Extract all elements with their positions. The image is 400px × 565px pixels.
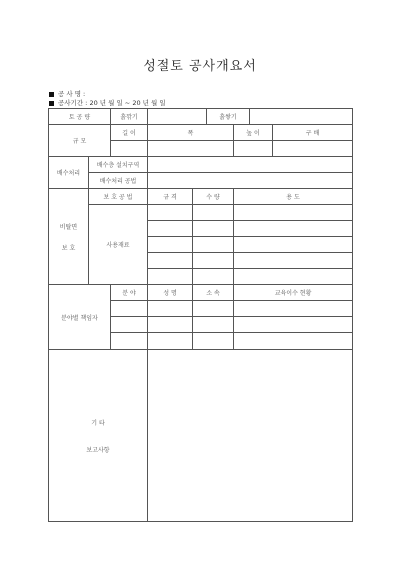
spec-cell[interactable] xyxy=(148,221,193,237)
width-label: 폭 xyxy=(148,125,234,141)
project-period-line xyxy=(49,98,166,107)
field-manager-label: 분야별 책임자 xyxy=(49,285,111,350)
fill-value-cell[interactable] xyxy=(250,109,353,125)
training-status-cell[interactable] xyxy=(234,333,353,350)
spec-label: 규 격 xyxy=(148,189,193,205)
affiliation-cell[interactable] xyxy=(193,301,234,317)
slope-value-cell[interactable] xyxy=(273,141,353,157)
drainage-zone-value-cell[interactable] xyxy=(148,157,353,173)
other-report-content[interactable] xyxy=(148,350,353,522)
quantity-cell[interactable] xyxy=(193,269,234,285)
bullet-square-icon xyxy=(49,92,54,97)
drainage-label: 배수처리 xyxy=(49,157,89,189)
drainage-method-value-cell[interactable] xyxy=(148,173,353,189)
use-cell[interactable] xyxy=(234,253,353,269)
slope-label: 구 배 xyxy=(273,125,353,141)
use-cell[interactable] xyxy=(234,237,353,253)
cut-label: 흙깎기 xyxy=(111,109,148,125)
other-label-line2: 보고사항 xyxy=(86,446,110,454)
spec-cell[interactable] xyxy=(148,205,193,221)
height-label: 높 이 xyxy=(234,125,273,141)
quantity-cell[interactable] xyxy=(193,221,234,237)
spec-cell[interactable] xyxy=(148,253,193,269)
name-cell[interactable] xyxy=(148,333,193,350)
drainage-zone-label: 배수층 설치구역 xyxy=(89,157,148,173)
project-period-label: 공사기간 : 20 년 월 일 ~ 20 년 월 일 xyxy=(58,99,166,107)
project-name-line xyxy=(49,89,85,98)
slope-protection-label xyxy=(49,189,89,285)
affiliation-label: 소 속 xyxy=(193,285,234,301)
slope-protection-label-line1: 비탈면 xyxy=(59,223,78,231)
use-cell[interactable] xyxy=(234,221,353,237)
other-label-line1: 기 타 xyxy=(91,419,105,427)
overview-form-table xyxy=(48,108,353,522)
width-value-cell[interactable] xyxy=(148,141,234,157)
field-cell[interactable] xyxy=(111,333,148,350)
bullet-square-icon xyxy=(49,101,54,106)
use-label: 용 도 xyxy=(234,189,353,205)
fill-label: 흙쌓기 xyxy=(207,109,250,125)
spec-cell[interactable] xyxy=(148,237,193,253)
training-status-cell[interactable] xyxy=(234,301,353,317)
slope-protection-label-line2: 보 호 xyxy=(61,244,76,252)
length-value-cell[interactable] xyxy=(111,141,148,157)
quantity-label: 수 량 xyxy=(193,189,234,205)
name-cell[interactable] xyxy=(148,317,193,333)
length-label: 길 이 xyxy=(111,125,148,141)
name-cell[interactable] xyxy=(148,301,193,317)
field-cell[interactable] xyxy=(111,317,148,333)
field-label: 분 야 xyxy=(111,285,148,301)
document-title: 성절토 공사개요서 xyxy=(143,59,257,74)
spec-cell[interactable] xyxy=(148,269,193,285)
quantity-cell[interactable] xyxy=(193,205,234,221)
name-label: 성 명 xyxy=(148,285,193,301)
project-name-label: 공 사 명 : xyxy=(58,90,86,98)
other-report-label xyxy=(49,350,148,522)
materials-used-label: 사용재료 xyxy=(89,205,148,285)
scale-label: 규 모 xyxy=(49,125,111,157)
quantity-cell[interactable] xyxy=(193,237,234,253)
training-status-cell[interactable] xyxy=(234,317,353,333)
cut-value-cell[interactable] xyxy=(148,109,207,125)
soil-volume-label: 토 공 량 xyxy=(49,109,111,125)
field-cell[interactable] xyxy=(111,301,148,317)
quantity-cell[interactable] xyxy=(193,253,234,269)
affiliation-cell[interactable] xyxy=(193,317,234,333)
training-status-label: 교육이수 현황 xyxy=(234,285,353,301)
affiliation-cell[interactable] xyxy=(193,333,234,350)
use-cell[interactable] xyxy=(234,269,353,285)
protection-method-label: 보 호 공 법 xyxy=(89,189,148,205)
height-value-cell[interactable] xyxy=(234,141,273,157)
use-cell[interactable] xyxy=(234,205,353,221)
drainage-method-label: 배수처리 공법 xyxy=(89,173,148,189)
